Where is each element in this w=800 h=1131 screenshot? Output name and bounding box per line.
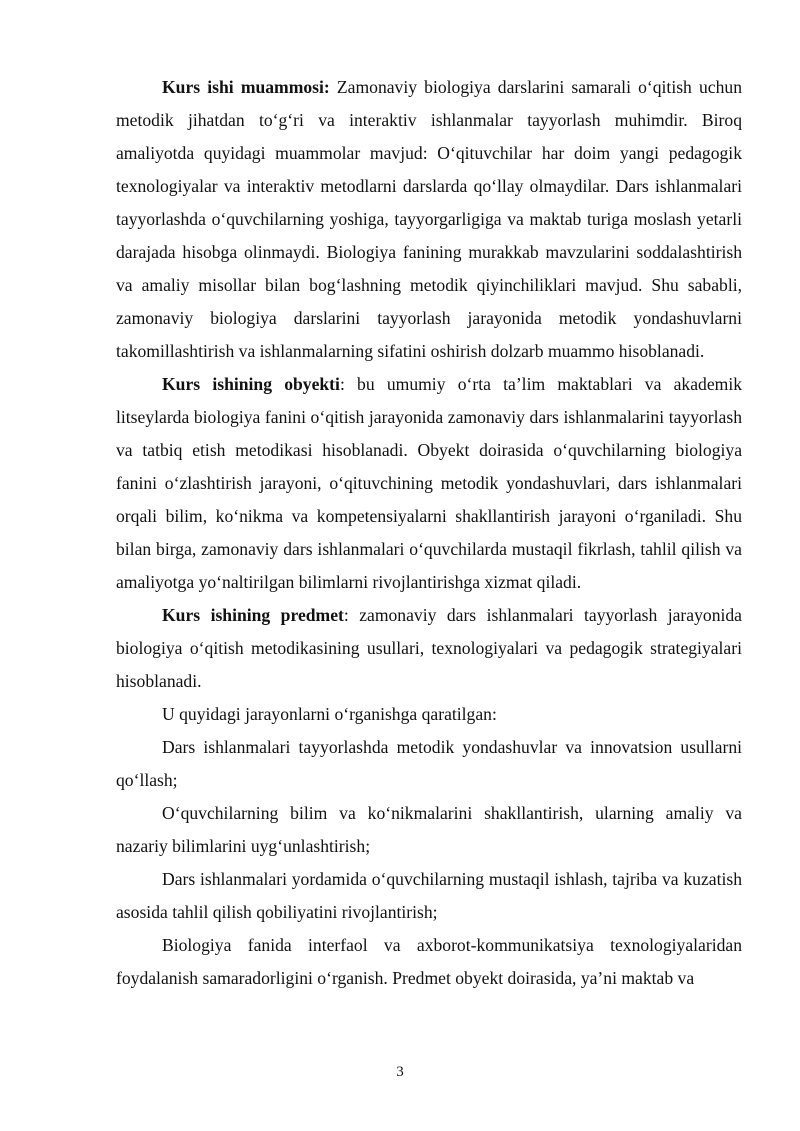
paragraph-object [116,368,742,599]
paragraph-text: : zamonaviy dars ishlanmalari tayyorlash jarayonida biologiya o‘qitish metodikasining usullari, texnologiyalari va pedagogik strategiyalari hisoblanadi. [116,605,742,691]
paragraph-text: Biologiya fanida interfaol va axborot-kommunikatsiya texnologiyalaridan foydalanish samaradorligini o‘rganish. Predmet obyekt doirasida, ya’ni maktab va [116,935,742,988]
paragraph-intro-list [116,698,742,731]
paragraph-text: U quyidagi jarayonlarni o‘rganishga qaratilgan: [162,704,497,724]
paragraph-heading: Kurs ishi muammosi: [162,77,330,97]
list-item [116,929,742,995]
paragraph-text: Zamonaviy biologiya darslarini samarali o‘qitish uchun metodik jihatdan to‘g‘ri va interaktiv ishlanmalar tayyorlash muhimdir. Biroq amaliyotda quyidagi muammolar mavjud: O‘qituvchilar har doim yangi pedagogik texnologiyalar va interaktiv metodlarni darslarda qo‘llay olmaydilar. Dars ishlanmalari tayyorlashda o‘quvchilarning yoshiga, tayyorgarligiga va maktab turiga moslash yetarli darajada hisobga olinmaydi. Biologiya fanining murakkab mavzularini soddalashtirish va amaliy misollar bilan bog‘lashning metodik qiyinchiliklari mavjud. Shu sababli, zamonaviy biologiya darslarini tayyorlash jarayonida metodik yondashuvlarni takomillashtirish va ishlanmalarning sifatini oshirish dolzarb muammo hisoblanadi. [116,77,742,361]
list-item [116,797,742,863]
paragraph-text: Dars ishlanmalari yordamida o‘quvchilarning mustaqil ishlash, tajriba va kuzatish asosida tahlil qilish qobiliyatini rivojlantirish; [116,869,742,922]
paragraph-subject [116,599,742,698]
paragraph-text: : bu umumiy o‘rta ta’lim maktablari va akademik litseylarda biologiya fanini o‘qitish jarayonida zamonaviy dars ishlanmalarini tayyorlash va tatbiq etish metodikasi hisoblanadi. Obyekt doirasida o‘quvchilarning biologiya fanini o‘zlashtirish jarayoni, o‘qituvchining metodik yondashuvlari, dars ishlanmalari orqali bilim, ko‘nikma va kompetensiyalarni shakllantirish jarayoni o‘rganiladi. Shu bilan birga, zamonaviy dars ishlanmalari o‘quvchilarda mustaqil fikrlash, tahlil qilish va amaliyotga yo‘naltirilgan bilimlarni rivojlantirishga xizmat qiladi. [116,374,742,592]
list-item [116,731,742,797]
paragraph-problem [116,71,742,368]
paragraph-text: O‘quvchilarning bilim va ko‘nikmalarini shakllantirish, ularning amaliy va nazariy bilimlarini uyg‘unlashtirish; [116,803,742,856]
page-number: 3 [396,1064,404,1080]
paragraph-heading: Kurs ishining predmet [162,605,344,625]
paragraph-text: Dars ishlanmalari tayyorlashda metodik yondashuvlar va innovatsion usullarni qo‘llash; [116,737,742,790]
document-body [116,71,742,995]
list-item [116,863,742,929]
paragraph-heading: Kurs ishining obyekti [162,374,340,394]
